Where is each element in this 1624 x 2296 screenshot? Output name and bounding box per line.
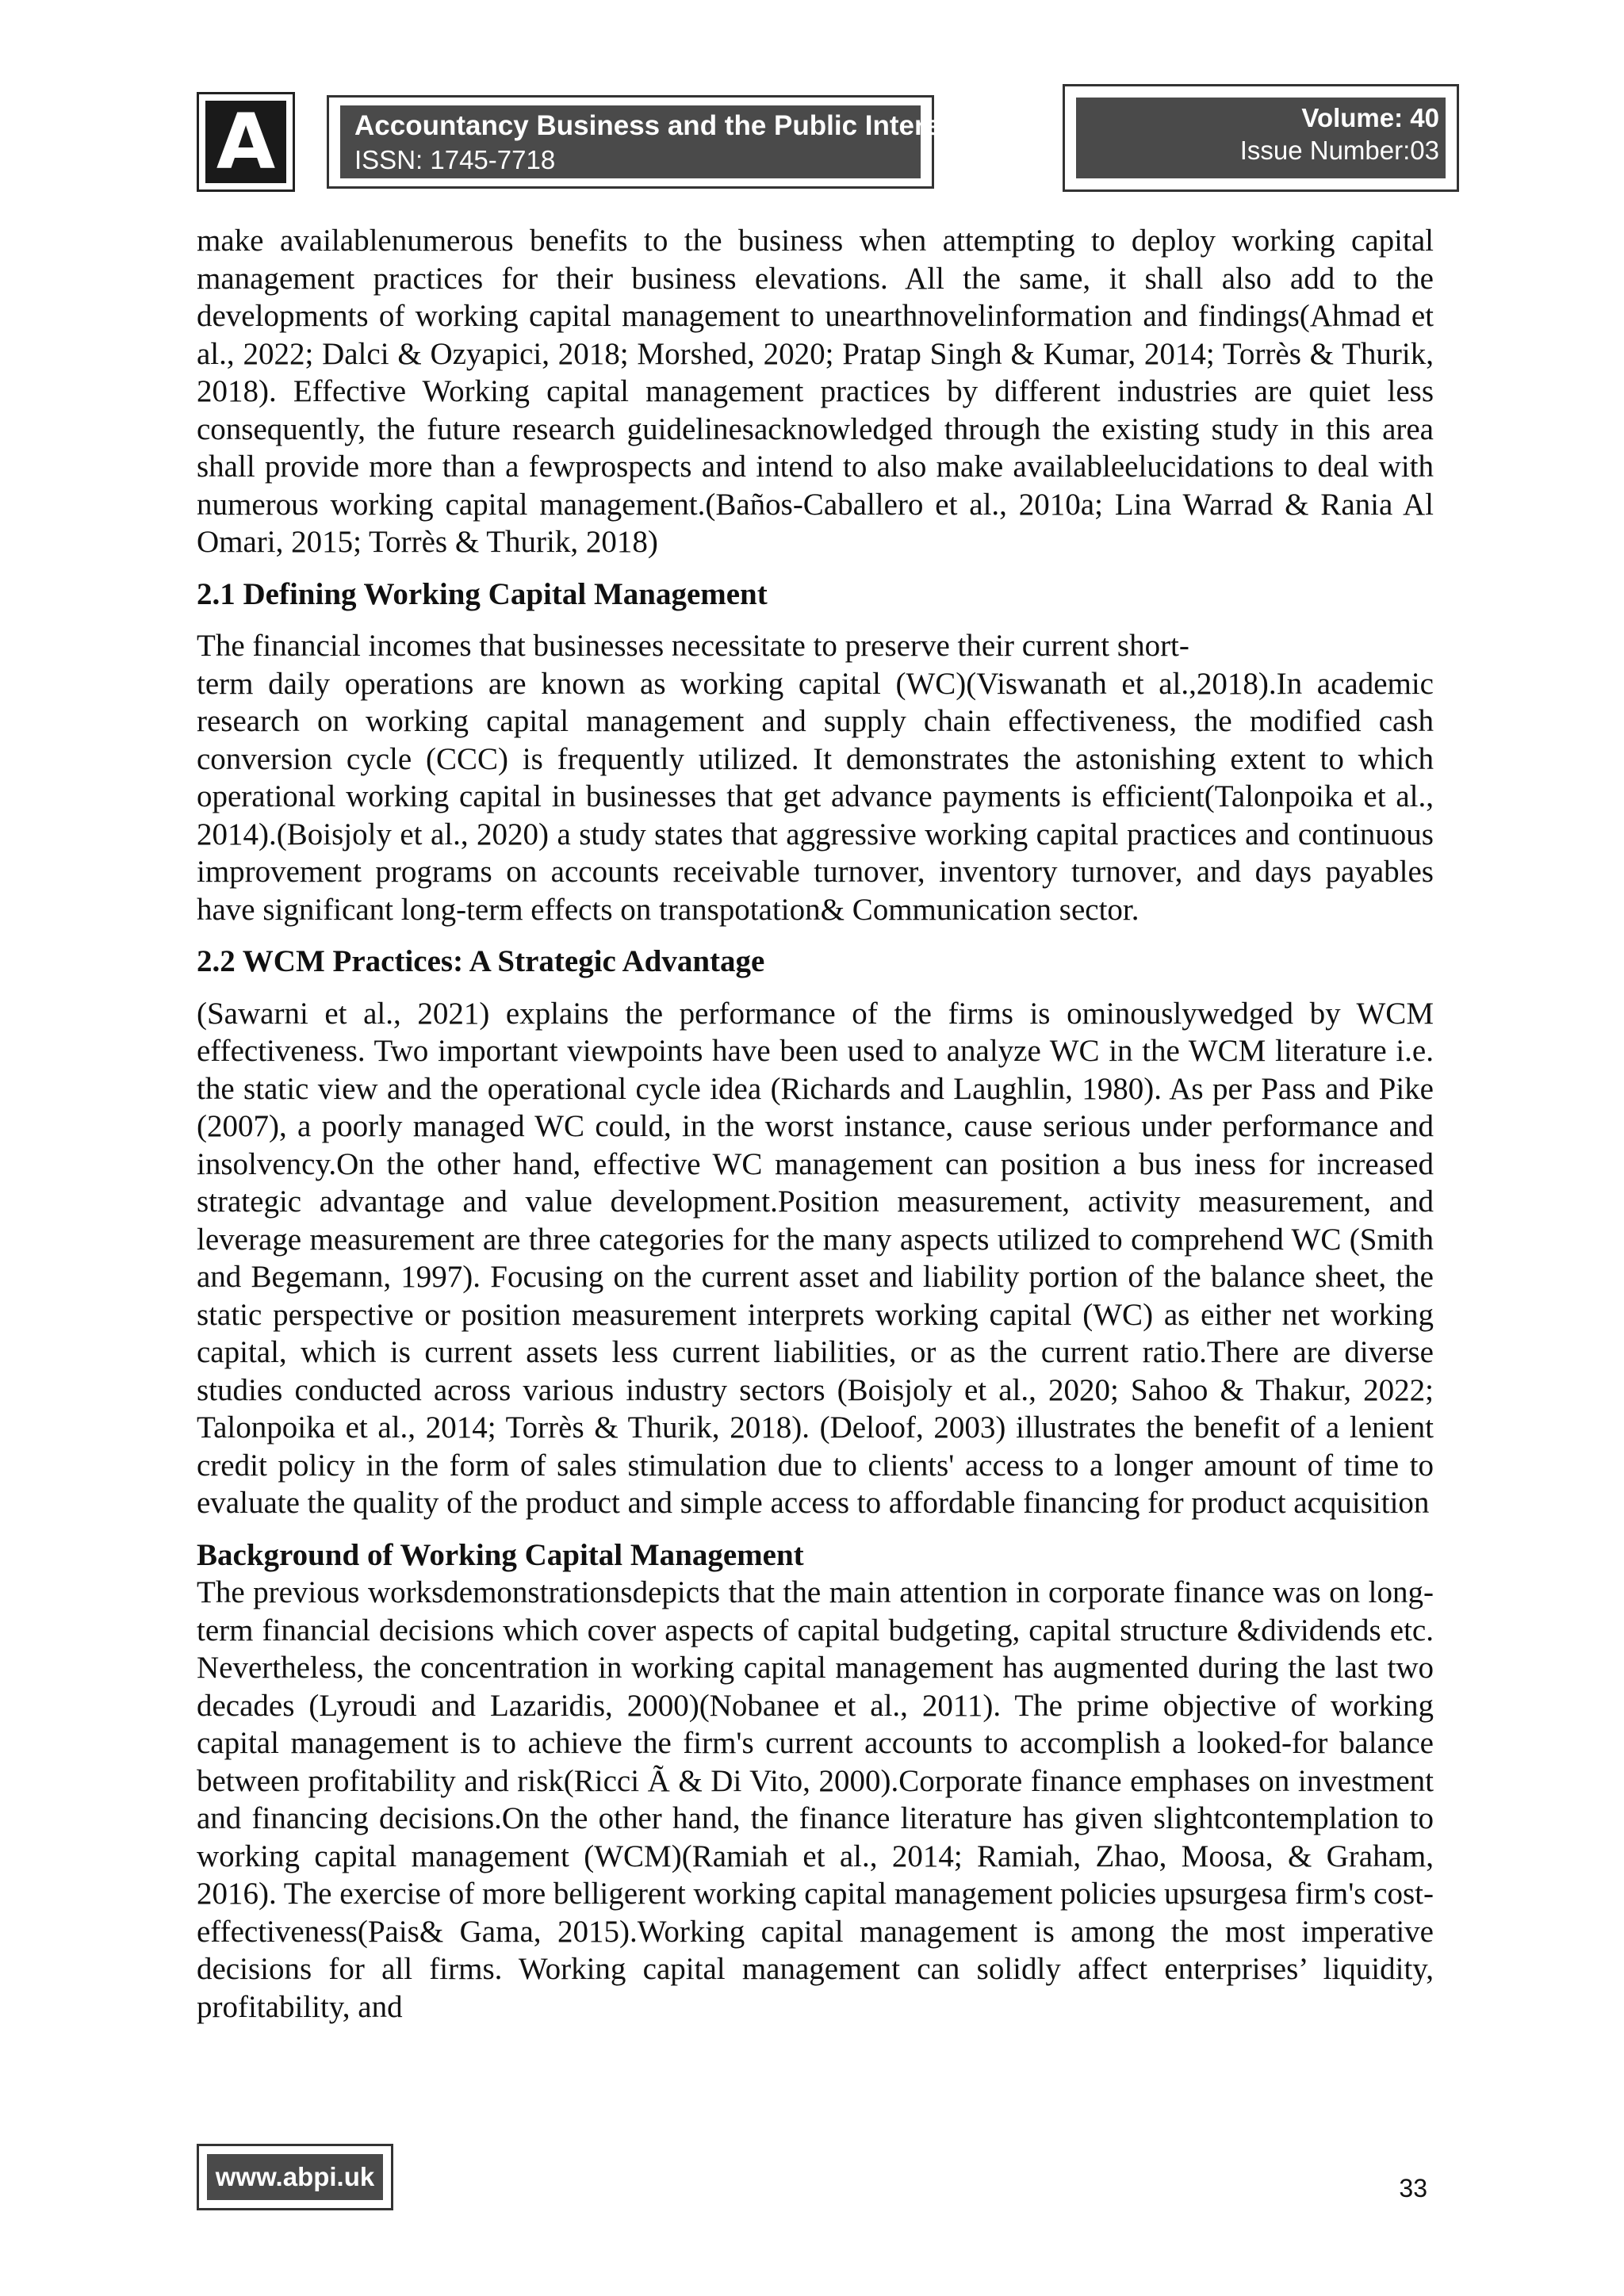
logo-letter: A (216, 98, 276, 186)
website-link[interactable]: www.abpi.uk (207, 2154, 383, 2200)
journal-logo (197, 92, 295, 192)
page-number: 33 (1399, 2174, 1427, 2202)
paragraph-background: The previous worksdemonstrationsdepicts that the main attention in corporate finance was on long-term financial decisions which cover aspects of capital budgeting, capital structure &dividends etc. Nevertheless, the concentration in working capital management has augmented during the last two decades (Lyroudi and Lazaridis, 2000)(Nobanee et al., 2011). The prime objective of working capital management is to achieve the firm's current accounts to accomplish a looked-for balance between profitability and risk(Ricci Ã & Di Vito, 2000).Corporate finance emphases on investment and financing decisions.On the other hand, the finance literature has given slightcontemplation to working capital management (WCM)(Ramiah et al., 2014; Ramiah, Zhao, Moosa, & Graham, 2016). The exercise of more belligerent working capital management policies upsurgesa firm's cost-effectiveness(Pais& Gama, 2015).Working capital management is among the most imperative decisions for all firms. Working capital management can solidly affect enterprises’ liquidity, profitability, and (197, 1575, 1434, 2024)
paragraph-intro: make availablenumerous benefits to the business when attempting to deploy working capital management practices for their business elevations. All the same, it shall also add to the developments of working capital management to unearthnovelinformation and findings(Ahmad et al., 2022; Dalci & Ozyapici, 2018; Morshed, 2020; Pratap Singh & Kumar, 2014; Torrès & Thurik, 2018). Effective Working capital management practices by different industries are quiet less consequently, the future research guidelinesacknowledged through the existing study in this area shall provide more than a fewprospects and intend to also make availableelucidations to deal with numerous working capital management.(Baños-Caballero et al., 2010a; Lina Warrad & Rania Al Omari, 2015; Torrès & Thurik, 2018) (197, 224, 1434, 559)
paragraph-defining-wcm-line1: The financial incomes that businesses necessitate to preserve their current short- (197, 629, 1189, 663)
section-heading-2-2: 2.2 WCM Practices: A Strategic Advantage (197, 944, 765, 978)
journal-issn: ISSN: 1745-7718 (354, 145, 556, 174)
section-heading-background: Background of Working Capital Management (197, 1537, 804, 1572)
volume-label: Volume: 40 (1301, 103, 1439, 132)
journal-title: Accountancy Business and the Public Interest (354, 110, 966, 141)
volume-banner (1063, 84, 1459, 192)
logo-mark (205, 98, 286, 186)
website-badge[interactable] (197, 2144, 393, 2210)
paragraph-wcm-practices: (Sawarni et al., 2021) explains the performance of the firms is ominouslywedged by WCM effectiveness. Two important viewpoints have been used to analyze WC in the WCM literature i.e. the static view and the operational cycle idea (Richards and Laughlin, 1980). As per Pass and Pike (2007), a poorly managed WC could, in the worst instance, cause serious under performance and insolvency.On the other hand, effective WC management can position a bus iness for increased strategic advantage and value development.Position measurement, activity measurement, and leverage measurement are three categories for the many aspects utilized to comprehend WC (Smith and Begemann, 1997). Focusing on the current asset and liability portion of the balance sheet, the static perspective or position measurement interprets working capital (WC) as either net working capital, which is current assets less current liabilities, or as the current ratio.There are diverse studies conducted across various industry sectors (Boisjoly et al., 2020; Sahoo & Thakur, 2022; Talonpoika et al., 2014; Torrès & Thurik, 2018). (Deloof, 2003) illustrates the benefit of a lenient credit policy in the form of sales stimulation due to clients' access to a longer amount of time to evaluate the quality of the product and simple access to affordable financing for product acquisition (197, 996, 1434, 1520)
article-body (197, 222, 1434, 2026)
volume-banner-inner (1076, 98, 1446, 178)
journal-banner-inner (340, 105, 966, 178)
journal-banner (327, 95, 966, 189)
issue-label: Issue Number:03 (1239, 136, 1439, 165)
paragraph-defining-wcm (197, 627, 1434, 928)
paragraph-defining-wcm-rest: term daily operations are known as working capital (WC)(Viswanath et al.,2018).In academic research on working capital management and supply chain effectiveness, the modified cash conversion cycle (CCC) is frequently utilized. It demonstrates the astonishing extent to which operational working capital in businesses that get advance payments is efficient(Talonpoika et al., 2014).(Boisjoly et al., 2020) a study states that aggressive working capital practices and continuous improvement programs on accounts receivable turnover, inventory turnover, and days payables have significant long-term effects on transpotation& Communication sector. (197, 666, 1434, 927)
section-heading-2-1: 2.1 Defining Working Capital Management (197, 576, 768, 611)
